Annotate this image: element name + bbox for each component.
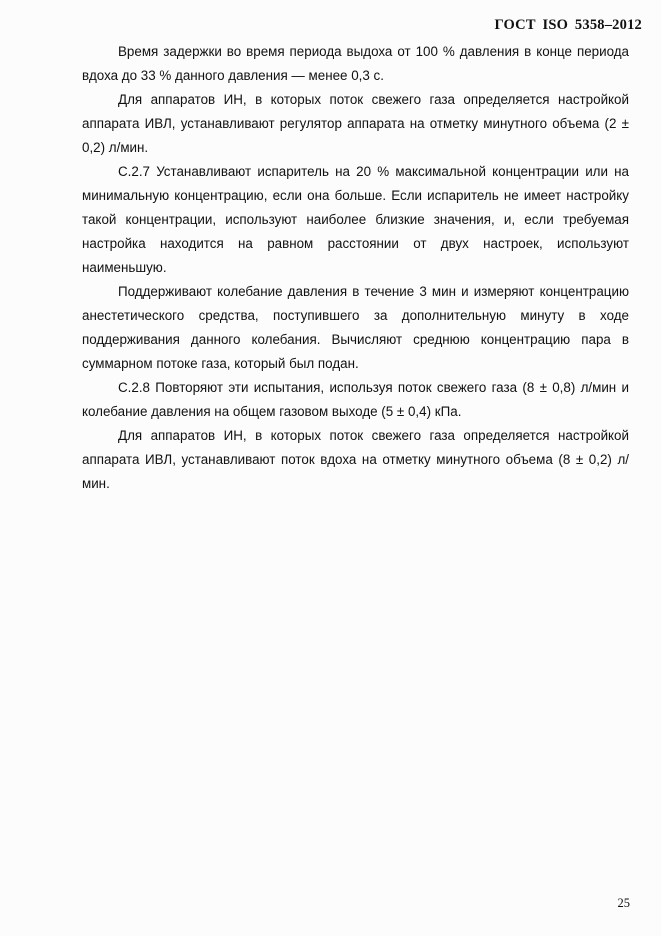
- paragraph-delay-time: Время задержки во время периода выдоха от 100 % давления в конце периода вдоха до 33 % данного давления — менее 0,3 с.: [82, 44, 629, 83]
- page-number: 25: [617, 896, 630, 910]
- document-header: ГОСТ ISO 5358–2012: [494, 17, 642, 33]
- paragraph-in-device-setting-2: Для аппаратов ИН, в которых поток свежего газа определяется настройкой аппарата ИВЛ, устанавливают регулятор аппарата на отметку минутного объема (2 ± 0,2) л/мин.: [82, 92, 629, 155]
- paragraph-maintain-pressure: Поддерживают колебание давления в течение 3 мин и измеряют концентрацию анестетического средства, поступившего за дополнительную минуту в ходе поддерживания данного колебания. Вычисляют среднюю концентрацию пара в суммарном потоке газа, который был подан.: [82, 284, 629, 371]
- document-body: [82, 40, 629, 496]
- paragraph-c-2-7: С.2.7 Устанавливают испаритель на 20 % максимальной концентрации или на минимальную концентрацию, если она больше. Если испаритель не имеет настройку такой концентрации, используют наиболее близкие значения, и, если требуемая настройка находится на равном расстоянии от двух настроек, используют наименьшую.: [82, 164, 629, 275]
- paragraph-in-device-setting-8: Для аппаратов ИН, в которых поток свежего газа определяется настройкой аппарата ИВЛ, устанавливают поток вдоха на отметку минутного объема (8 ± 0,2) л/мин.: [82, 428, 629, 491]
- paragraph-c-2-8: С.2.8 Повторяют эти испытания, используя поток свежего газа (8 ± 0,8) л/мин и колебание давления на общем газовом выходе (5 ± 0,4) кПа.: [82, 380, 629, 419]
